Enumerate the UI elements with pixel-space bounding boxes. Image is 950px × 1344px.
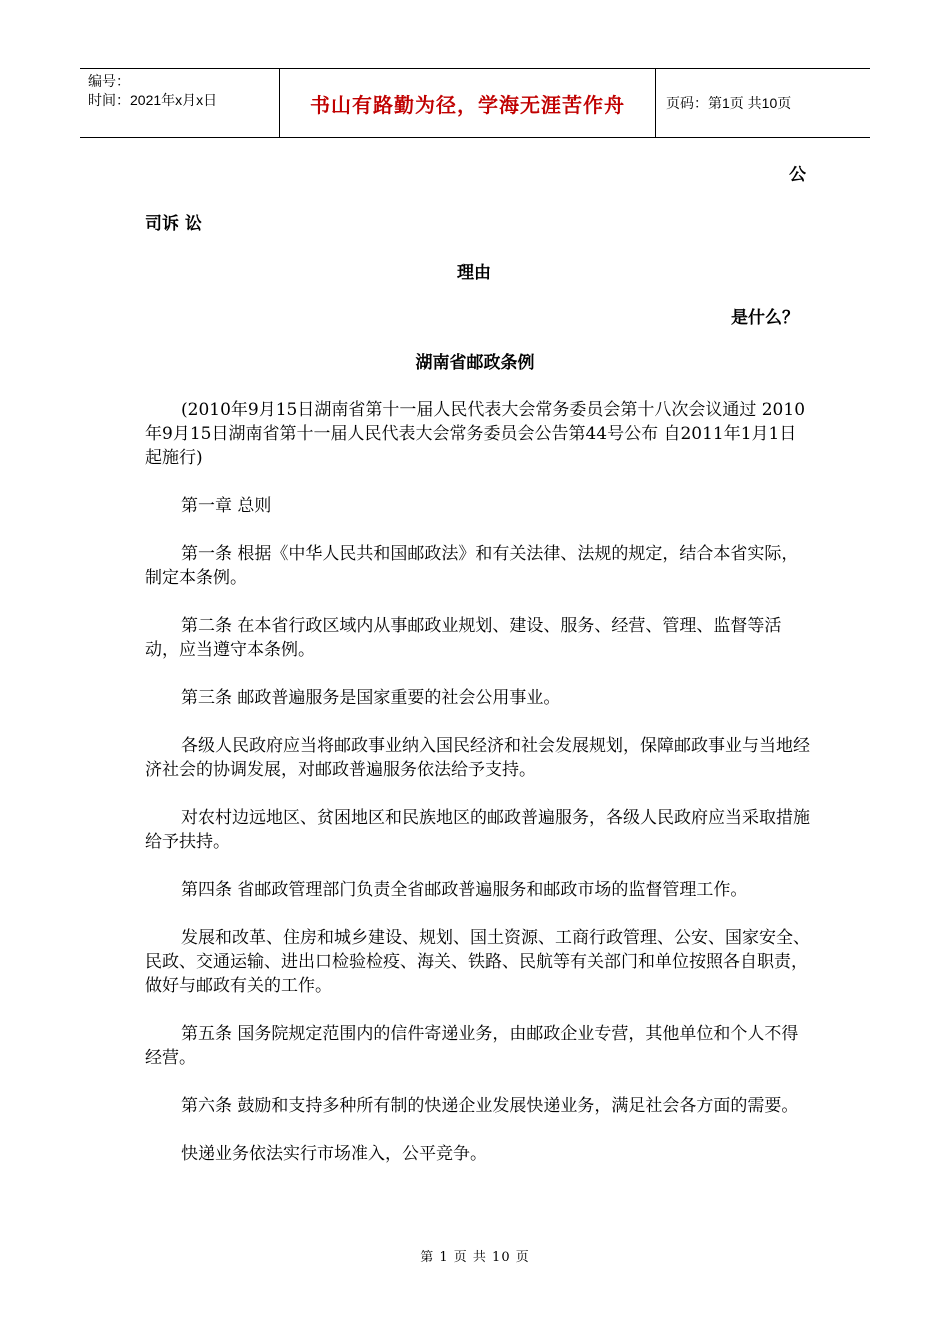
header-meta-cell [80, 69, 280, 137]
title-fragment-1: 公 [789, 165, 806, 185]
paragraph-article-6: 第六条 鼓励和支持多种所有制的快递企业发展快递业务，满足社会各方面的需要。 [181, 1096, 799, 1116]
document-body [145, 398, 810, 1190]
page-footer: 第 1 页 共 10 页 [420, 1250, 530, 1265]
title-fragment-4: 是什么？ [731, 308, 799, 328]
number-label: 编号： [88, 73, 130, 89]
header-motto: 书山有路勤为径，学海无涯苦作舟 [280, 69, 656, 137]
paragraph-article-3: 第三条 邮政普遍服务是国家重要的社会公用事业。 [181, 688, 561, 708]
paragraph-article-4-clause-2: 发展和改革、住房和城乡建设、规划、国土资源、工商行政管理、公安、国家安全、民政、交通运输、进出口检验检疫、海关、铁路、民航等有关部门和单位按照各自职责，做好与邮政有关的工作。 [145, 928, 810, 996]
paragraph-article-3-clause-2: 各级人民政府应当将邮政事业纳入国民经济和社会发展规划，保障邮政事业与当地经济社会的协调发展，对邮政普遍服务依法给予支持。 [145, 736, 810, 780]
document-header [80, 68, 870, 138]
time-label: 时间：2021年x月x日 [88, 92, 218, 108]
paragraph-article-6-clause-2: 快递业务依法实行市场准入，公平竞争。 [181, 1144, 487, 1164]
paragraph-preamble: (2010年9月15日湖南省第十一届人民代表大会常务委员会第十八次会议通过 2010年9月15日湖南省第十一届人民代表大会常务委员会公告第44号公布 自2011年1月1日起施行) [145, 400, 806, 468]
header-page-info: 页码：第1页 共10页 [666, 95, 792, 111]
paragraph-chapter-1: 第一章 总则 [181, 496, 272, 516]
paragraph-article-2: 第二条 在本省行政区域内从事邮政业规划、建设、服务、经营、管理、监督等活动，应当遵守本条例。 [145, 616, 782, 660]
title-fragment-2: 司诉 讼 [145, 214, 202, 234]
paragraph-article-3-clause-3: 对农村边远地区、贫困地区和民族地区的邮政普遍服务，各级人民政府应当采取措施给予扶持。 [145, 808, 810, 852]
paragraph-article-1: 第一条 根据《中华人民共和国邮政法》和有关法律、法规的规定，结合本省实际，制定本条例。 [145, 544, 799, 588]
paragraph-article-4: 第四条 省邮政管理部门负责全省邮政普遍服务和邮政市场的监督管理工作。 [181, 880, 748, 900]
title-fragment-3: 理由 [457, 263, 491, 283]
document-title: 湖南省邮政条例 [415, 353, 535, 373]
paragraph-article-5: 第五条 国务院规定范围内的信件寄递业务，由邮政企业专营，其他单位和个人不得经营。 [145, 1024, 799, 1068]
